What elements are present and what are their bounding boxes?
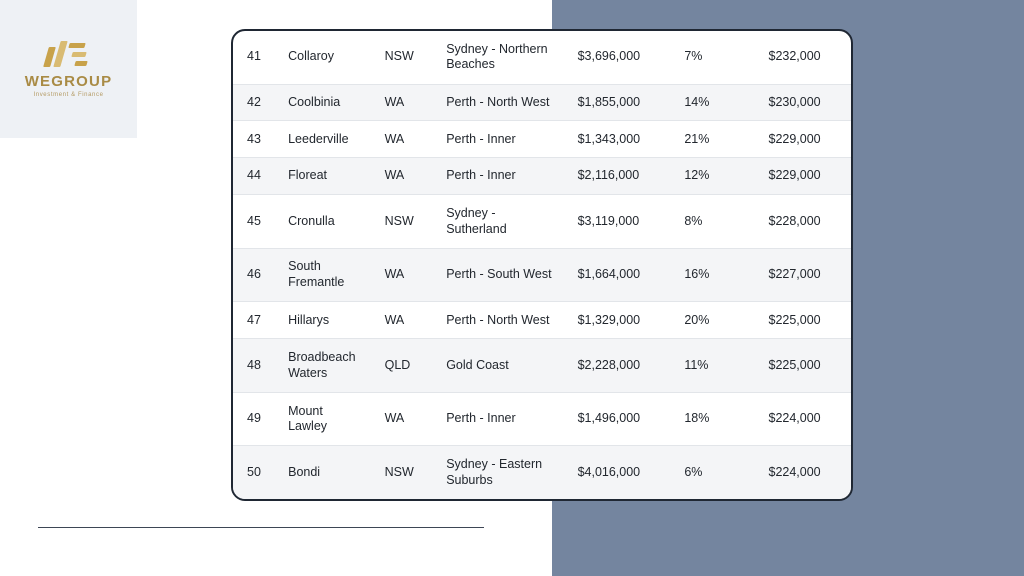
cell-rank: 45 [233,195,276,249]
cell-price: $4,016,000 [566,446,673,499]
cell-price: $3,119,000 [566,195,673,249]
cell-rank: 49 [233,392,276,446]
cell-suburb: Broadbeach Waters [276,339,372,393]
cell-state: QLD [373,339,435,393]
cell-price: $1,496,000 [566,392,673,446]
table-row [233,195,851,249]
cell-state: WA [373,248,435,302]
cell-suburb: Cronulla [276,195,372,249]
cell-region: Sydney - Sutherland [434,195,565,249]
cell-state: WA [373,302,435,339]
cell-suburb: Bondi [276,446,372,499]
table-row [233,446,851,499]
table-row [233,302,851,339]
cell-price: $2,116,000 [566,158,673,195]
cell-rank: 44 [233,158,276,195]
cell-value: $224,000 [757,446,852,499]
cell-value: $227,000 [757,248,852,302]
cell-rank: 43 [233,121,276,158]
cell-value: $232,000 [757,31,852,84]
cell-region: Perth - Inner [434,158,565,195]
cell-value: $229,000 [757,121,852,158]
wegroup-bars-logo-icon [46,41,92,67]
cell-state: WA [373,84,435,121]
cell-region: Perth - North West [434,302,565,339]
cell-growth: 7% [672,31,756,84]
cell-region: Gold Coast [434,339,565,393]
cell-state: WA [373,392,435,446]
table-row [233,339,851,393]
table-row [233,158,851,195]
cell-value: $229,000 [757,158,852,195]
cell-value: $228,000 [757,195,852,249]
cell-region: Sydney - Northern Beaches [434,31,565,84]
cell-growth: 16% [672,248,756,302]
cell-state: NSW [373,446,435,499]
cell-price: $1,329,000 [566,302,673,339]
cell-state: NSW [373,31,435,84]
cell-suburb: South Fremantle [276,248,372,302]
cell-growth: 12% [672,158,756,195]
cell-value: $225,000 [757,302,852,339]
cell-state: WA [373,121,435,158]
cell-suburb: Leederville [276,121,372,158]
cell-growth: 21% [672,121,756,158]
cell-rank: 46 [233,248,276,302]
cell-rank: 41 [233,31,276,84]
cell-state: WA [373,158,435,195]
cell-region: Perth - North West [434,84,565,121]
cell-growth: 14% [672,84,756,121]
cell-value: $230,000 [757,84,852,121]
brand-logo [0,0,137,138]
table-row [233,31,851,84]
cell-price: $1,664,000 [566,248,673,302]
cell-rank: 48 [233,339,276,393]
table-row [233,121,851,158]
cell-growth: 11% [672,339,756,393]
cell-price: $1,855,000 [566,84,673,121]
cell-value: $225,000 [757,339,852,393]
table-row [233,392,851,446]
divider-rule [38,527,484,528]
cell-state: NSW [373,195,435,249]
cell-growth: 20% [672,302,756,339]
cell-suburb: Floreat [276,158,372,195]
brand-tagline: Investment & Finance [33,91,104,98]
cell-rank: 47 [233,302,276,339]
cell-growth: 8% [672,195,756,249]
cell-region: Perth - Inner [434,121,565,158]
cell-growth: 6% [672,446,756,499]
brand-name: WEGROUP [24,72,113,90]
table-row [233,248,851,302]
cell-region: Perth - Inner [434,392,565,446]
cell-growth: 18% [672,392,756,446]
cell-suburb: Mount Lawley [276,392,372,446]
cell-rank: 50 [233,446,276,499]
cell-region: Sydney - Eastern Suburbs [434,446,565,499]
cell-suburb: Hillarys [276,302,372,339]
suburb-ranking-table [233,31,851,499]
cell-rank: 42 [233,84,276,121]
cell-suburb: Coolbinia [276,84,372,121]
suburb-ranking-table-card [231,29,853,501]
cell-value: $224,000 [757,392,852,446]
cell-region: Perth - South West [434,248,565,302]
cell-suburb: Collaroy [276,31,372,84]
cell-price: $2,228,000 [566,339,673,393]
cell-price: $3,696,000 [566,31,673,84]
cell-price: $1,343,000 [566,121,673,158]
table-row [233,84,851,121]
